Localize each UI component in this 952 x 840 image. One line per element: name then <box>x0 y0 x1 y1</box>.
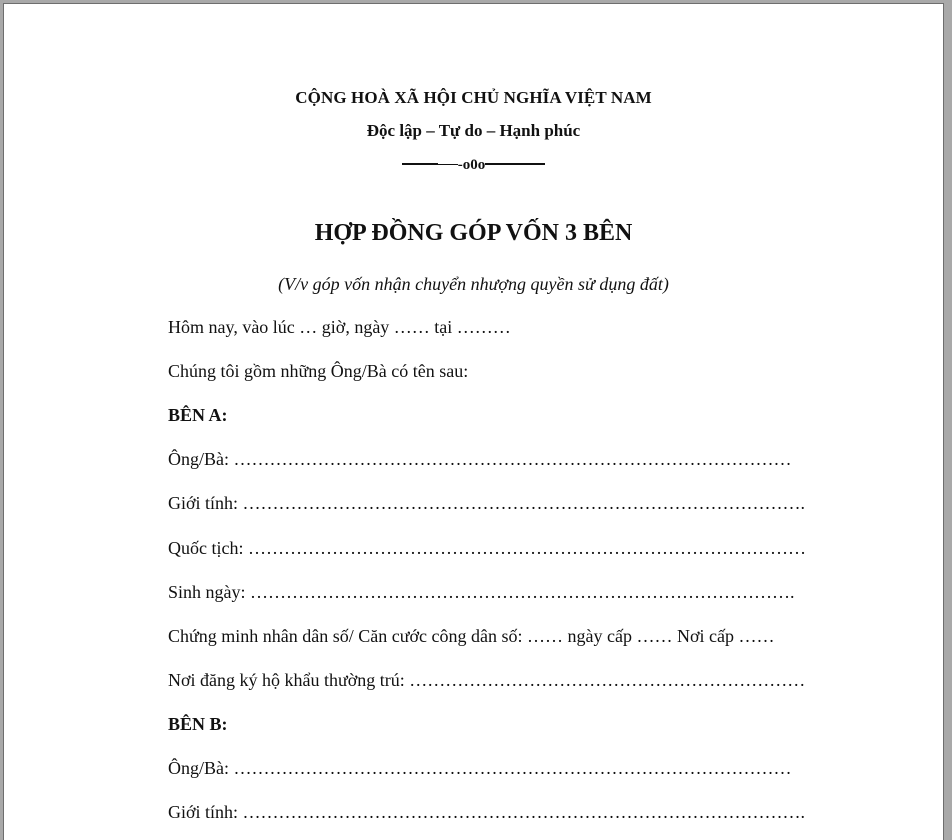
party-a-residence-line <box>168 669 805 691</box>
party-a-name-label: Ông/Bà: <box>168 449 229 469</box>
party-a-residence-label: Nơi đăng ký hộ khẩu thường trú: <box>168 670 405 690</box>
separator-line-left <box>402 163 438 165</box>
party-b-heading: BÊN B: <box>168 714 228 734</box>
party-a-name-field[interactable]: ………………………………………………………………………………… <box>233 449 792 469</box>
party-a-gender-label: Giới tính: <box>168 493 239 513</box>
party-a-nationality-label: Quốc tịch: <box>168 538 244 558</box>
document-page <box>3 3 944 840</box>
party-a-gender-line <box>168 492 805 514</box>
party-a-name-line <box>168 448 792 470</box>
header-separator <box>4 154 943 174</box>
party-b-name-line <box>168 757 792 779</box>
party-a-heading: BÊN A: <box>168 405 228 425</box>
document-title: HỢP ĐỒNG GÓP VỐN 3 BÊN <box>314 220 633 246</box>
parties-intro-line: Chúng tôi gồm những Ông/Bà có tên sau: <box>168 361 469 381</box>
party-a-nationality-field[interactable]: ………………………………………………………………………………… <box>247 538 806 558</box>
party-b-gender-line <box>168 801 805 823</box>
separator-line-thin <box>438 164 458 165</box>
document-subtitle: (V/v góp vốn nhận chuyển nhượng quyền sử dụng đất) <box>278 274 669 294</box>
party-a-gender-field[interactable]: …………………………………………………………………………………. <box>242 493 806 513</box>
date-line: Hôm nay, vào lúc … giờ, ngày …… tại ……… <box>168 317 511 337</box>
party-a-dob-field[interactable]: ………………………………………………………………………………. <box>250 582 795 602</box>
party-b-gender-field[interactable]: …………………………………………………………………………………. <box>242 802 806 822</box>
party-a-id-line: Chứng minh nhân dân số/ Căn cước công dân số: …… ngày cấp …… Nơi cấp …… <box>168 626 775 646</box>
national-motto: Độc lập – Tự do – Hạnh phúc <box>366 121 581 140</box>
party-a-residence-field[interactable]: ………………………………………………………… <box>409 670 806 690</box>
national-header: CỘNG HOÀ XÃ HỘI CHỦ NGHĨA VIỆT NAM <box>295 88 652 107</box>
separator-line-right <box>485 163 545 165</box>
separator-text: -o0o <box>457 157 486 173</box>
party-a-nationality-line <box>168 537 806 559</box>
party-a-dob-line <box>168 581 795 603</box>
party-a-dob-label: Sinh ngày: <box>168 582 246 602</box>
party-b-name-field[interactable]: ………………………………………………………………………………… <box>233 758 792 778</box>
party-b-name-label: Ông/Bà: <box>168 758 229 778</box>
party-b-gender-label: Giới tính: <box>168 802 239 822</box>
